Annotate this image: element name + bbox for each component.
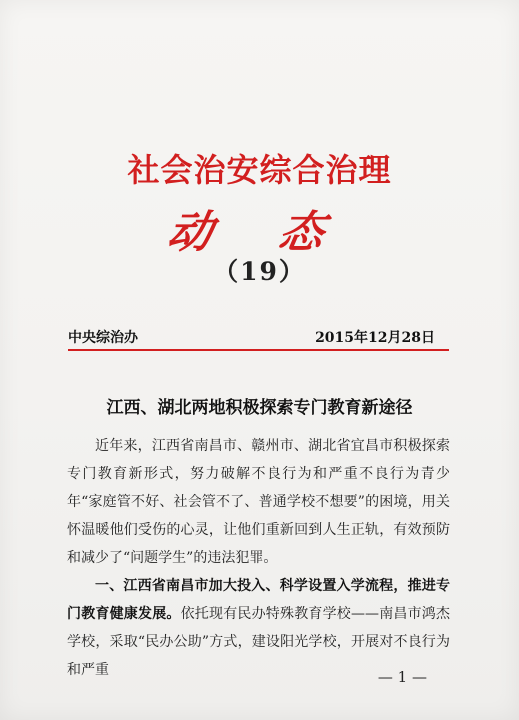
issuer: 中央综治办 — [68, 330, 138, 346]
paragraph-1: 近年来，江西省南昌市、赣州市、湖北省宜昌市积极探索专门教育新形式，努力破解不良行为和严重不良行为青少年“家庭管不好、社会管不了、普通学校不想要”的困境，用关怀温暖他们受伤的心灵，让他们重新回到人生正轨，有效预防和减少了“问题学生”的违法犯罪。 — [67, 438, 450, 566]
issue-date: 2015年12月28日 — [315, 330, 435, 346]
article-body — [67, 432, 450, 684]
issue-number: （19） — [213, 257, 306, 286]
paragraph-2-heading: 一、江西省南昌市加大投入、科学设置入学流程，推进专门教育健康发展。 — [67, 578, 450, 622]
paragraph-2-text: 依托现有民办特殊教育学校——南昌市鸿杰学校，采取“民办公助”方式，建设阳光学校，开展对不良行为和严重 — [67, 606, 451, 678]
article-title: 江西、湖北两地积极探索专门教育新途径 — [106, 398, 413, 418]
red-divider — [68, 349, 449, 351]
page-number: — 1 — — [377, 668, 427, 686]
masthead-subtitle: 动 态 — [163, 207, 354, 258]
masthead-title: 社会治安综合治理 — [127, 151, 392, 189]
